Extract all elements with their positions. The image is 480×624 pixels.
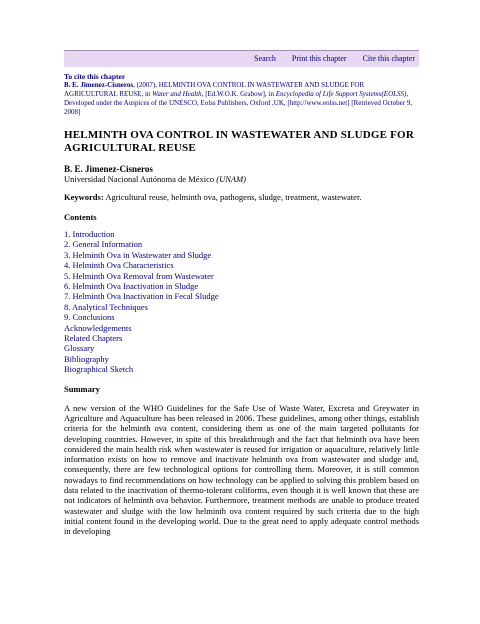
- contents-heading: Contents: [64, 212, 97, 222]
- citation-part: , Developed under the Auspices of the UNESCO, Eolss Publishers, Oxford ,UK, [http://www.eolss.net] [Retrieved October 9, 2008]: [64, 90, 413, 116]
- citation-authors: B. E. Jimenez-Cisneros: [64, 81, 134, 89]
- toc-link-bibliography[interactable]: Bibliography: [64, 353, 109, 364]
- toc-link-ova-removal[interactable]: 5. Helminth Ova Removal from Wastewater: [64, 270, 214, 281]
- institution-abbr: (UNAM): [216, 174, 247, 184]
- toc-link-ova-characteristics[interactable]: 4. Helminth Ova Characteristics: [64, 260, 174, 271]
- toc-link-acknowledgements[interactable]: Acknowledgements: [64, 322, 132, 333]
- summary-heading: Summary: [64, 383, 100, 394]
- cite-chapter-link[interactable]: Cite this chapter: [362, 54, 415, 63]
- toc-link-conclusions[interactable]: 9. Conclusions: [64, 312, 115, 323]
- search-link[interactable]: Search: [254, 54, 276, 63]
- toc-item: [64, 281, 419, 291]
- print-chapter-link[interactable]: Print this chapter: [291, 54, 347, 63]
- citation-text: [64, 81, 419, 117]
- toc-item: [64, 260, 419, 270]
- summary-text: A new version of the WHO Guidelines for the Safe Use of Waste Water, Excreta and Greywater in Agriculture and Aquaculture has been released in 2006. These guidelines, among other things, establish criteria for the helminth ova content, considering them as one of the main targeted pollutants for developing countries. However, in spite of this breakthrough and the fact that helminth ova have been considered the main health risk when wastewater is reused for irrigation or aquaculture, relatively little information exists on how to remove and inactivate helminth ova from wastewater and sludge and, consequently, there are few technological options for controlling them. Moreover, it is still common nowadays to find recommendations on how technology can be applied to solving this problem based on data related to the inactivation of thermo-tolerant coliforms, even though it is well known that these are not indicators of helminth ova behavior. Furthermore, treatment methods are unable to produce treated wastewater and sludge with the low helminth ova content required by such criteria due to the high initial content found in the developing world. Due to the great need to apply adequate control methods in developing: [64, 402, 419, 537]
- toc-item: [64, 323, 419, 333]
- author-name: B. E. Jimenez-Cisneros: [64, 164, 153, 174]
- toc-link-ova-inactivation-fecal[interactable]: 7. Helminth Ova Inactivation in Fecal Sludge: [64, 291, 219, 302]
- citation-heading: To cite this chapter: [64, 72, 126, 81]
- toc-item: [64, 250, 419, 260]
- chapter-content: [64, 72, 419, 537]
- toc-item: [64, 364, 419, 374]
- toc-item: [64, 343, 419, 353]
- toc-item: [64, 312, 419, 322]
- toc-item: [64, 239, 419, 249]
- toc-item: [64, 333, 419, 343]
- table-of-contents: [64, 229, 419, 375]
- toc-item: [64, 229, 419, 239]
- citation-part: , [Ed.W.O.K. Grabow], in: [201, 90, 276, 98]
- keywords: [64, 192, 419, 202]
- institution-name: Universidad Nacional Autónoma de México: [64, 174, 215, 184]
- toc-link-introduction[interactable]: 1. Introduction: [64, 229, 115, 239]
- keywords-label: Keywords:: [64, 192, 104, 202]
- citation-part: , (2007), HELMINTH OVA CONTROL IN WASTEWATER AND SLUDGE FOR AGRICULTURAL REUSE, in: [64, 81, 365, 98]
- toc-link-glossary[interactable]: Glossary: [64, 343, 95, 354]
- citation-book: Water and Health: [152, 90, 202, 98]
- toc-link-ova-in-wastewater[interactable]: 3. Helminth Ova in Wastewater and Sludge: [64, 249, 212, 260]
- chapter-title: HELMINTH OVA CONTROL IN WASTEWATER AND SLUDGE FOR AGRICULTURAL REUSE: [64, 129, 414, 154]
- toc-link-general-information[interactable]: 2. General Information: [64, 239, 143, 250]
- toc-item: [64, 354, 419, 364]
- toc-item: [64, 291, 419, 301]
- toc-item: [64, 271, 419, 281]
- toc-item: [64, 302, 419, 312]
- toc-link-analytical-techniques[interactable]: 8. Analytical Techniques: [64, 301, 148, 312]
- toc-link-ova-inactivation-sludge[interactable]: 6. Helminth Ova Inactivation in Sludge: [64, 281, 199, 292]
- chapter-toolbar: [64, 50, 419, 67]
- keywords-text: Agricultural reuse, helminth ova, pathogens, sludge, treatment, wastewater.: [103, 192, 362, 202]
- toc-link-related-chapters[interactable]: Related Chapters: [64, 333, 123, 344]
- toc-link-biographical-sketch[interactable]: Biographical Sketch: [64, 364, 134, 375]
- author-affiliation: [64, 174, 419, 184]
- citation-encyclopedia: Encyclopedia of Life Support Systems(EOLSS): [275, 90, 407, 98]
